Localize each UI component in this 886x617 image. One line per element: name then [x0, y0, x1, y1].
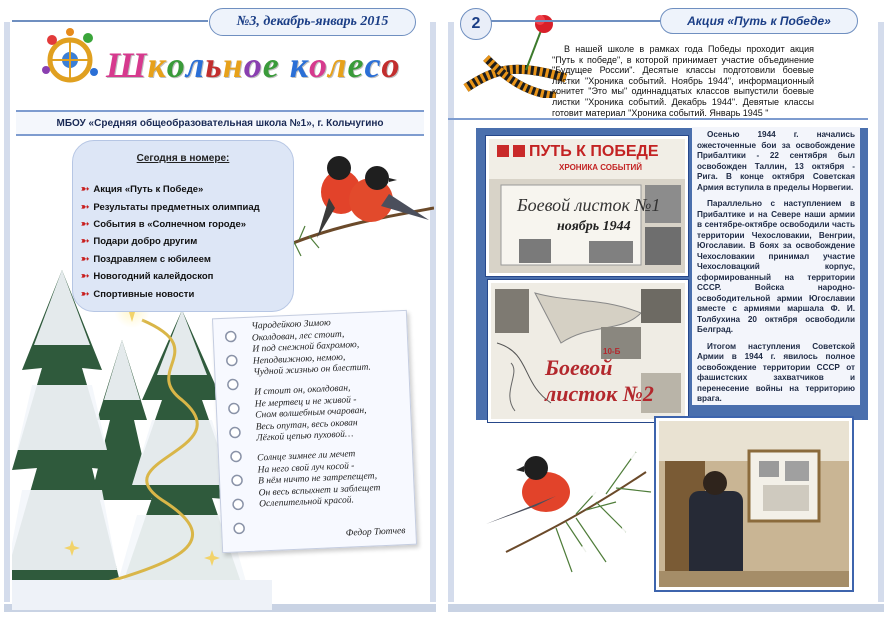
title-letter: с — [364, 45, 382, 85]
divider — [448, 118, 868, 120]
poem-author: Федор Тютчев — [345, 526, 406, 539]
intro-paragraph: В нашей школе в рамках года Победы проходит акция "Путь к победе", в которой принимает участие объединение "Будущее России". Десятые классы подготовили боевые листки "Хроника событий. Ноябрь 1944", информационный конитет "Это мы" одиннадцатых классов выпустили боевые листки "Хроника событий. Декабрь 1944". Девятые классы готовит материал "Хроника событий. Январь 1945 " — [552, 44, 814, 118]
poem-line: Неподвижною, немою, — [252, 352, 346, 367]
corridor-photo-drawing — [659, 421, 849, 587]
article-paragraph: Параллельно с наступлением в Прибалтике и на Севере наши армии в сентябре-октябре освободили часть территории Чехословакии, Венгрии, Югославии. В боях за освобождение Чехословакии принимал участие Чехословацкий корпус, сформированный на территории СССР. Войска народно-освободительной армии Югославии вместе с армиями маршала Ф. И. Толбухина 20 октября освободили Белград. — [697, 199, 855, 334]
left-page — [4, 0, 436, 612]
poem-line: На него свой луч косой - — [257, 460, 355, 476]
poem-line: Чудной жизнью он блестит. — [253, 362, 372, 378]
title-letter: о — [308, 45, 328, 85]
newspaper-title — [106, 44, 406, 90]
poem-line: Солнце зимнее ли мечет — [256, 449, 356, 464]
board-subheader: ХРОНИКА СОБЫТИЙ — [559, 163, 642, 172]
toc-item[interactable]: ➳ Результаты предметных олимпиад — [81, 201, 260, 213]
map-class-label: 10-Б — [603, 347, 621, 356]
toc-item[interactable]: ➳ Акция «Путь к Победе» — [81, 184, 204, 196]
poem-line: Не мертвец и не живой - — [254, 394, 357, 410]
section-title-box — [660, 8, 858, 34]
issue-line — [12, 20, 208, 22]
arrow-icon: ➳ — [81, 184, 90, 196]
title-letter: о — [243, 45, 263, 85]
left-page-border-right — [430, 22, 436, 602]
title-letter — [280, 44, 290, 86]
article-text-column — [692, 127, 860, 405]
toc-item[interactable]: ➳ Новогодний калейдоскоп — [81, 271, 214, 283]
toc-item[interactable]: ➳ Подари добро другим — [81, 236, 198, 248]
arrow-icon: ➳ — [81, 271, 90, 283]
photo-board-2[interactable] — [488, 280, 688, 422]
title-letter: о — [381, 45, 401, 85]
toc-item[interactable]: ➳ События в «Солнечном городе» — [81, 218, 247, 230]
toc-heading: Сегодня в номере: — [136, 153, 230, 164]
right-page — [448, 0, 884, 612]
arrow-icon: ➳ — [81, 218, 90, 230]
poem-line: И стоит он, околдован, — [254, 383, 351, 398]
poem-line: Околдован, лес стоит, — [251, 329, 345, 344]
article-paragraph: Осенью 1944 г. начались ожесточенные бои за освобождение Прибалтики - 22 сентября был освобожден Таллин, 13 октября - Рига. В конце октября Советская Армия вступила в пределы Норвегии. — [697, 130, 855, 192]
poem-line: Чародейкою Зимою — [251, 318, 331, 332]
title-letter: е — [347, 45, 365, 85]
board-header: ПУТЬ К ПОБЕДЕ — [529, 143, 659, 160]
school-name-bar — [16, 110, 424, 136]
poem-line: Сном волшебным очарован, — [255, 405, 367, 421]
issue-label: №3, декабрь-январь 2015 — [236, 14, 389, 29]
title-letter: к — [289, 45, 309, 85]
poem-line: Лёгкой цепью пуховой… — [256, 429, 354, 444]
photo-board-1[interactable] — [486, 136, 688, 276]
table-of-contents — [72, 140, 294, 312]
right-page-bottom-border — [448, 604, 884, 612]
right-page-border — [448, 22, 454, 602]
poem-line: Ослепительной красой. — [258, 495, 355, 510]
map-sheet-title: Боевой листок №2 — [545, 355, 654, 406]
photo-corridor[interactable] — [656, 418, 852, 590]
issue-label-box — [209, 8, 416, 36]
title-letter: Ш — [106, 45, 148, 85]
arrow-icon: ➳ — [81, 253, 90, 265]
title-letter: о — [166, 45, 186, 85]
school-name: МБОУ «Средняя общеобразовательная школа №1», г. Кольчугино — [56, 117, 384, 129]
title-line — [490, 20, 660, 22]
article-paragraph: Итогом наступления Советской Армии в 1944 г. явилось полное освобождение территории СССР от фашистских захватчиков и перенесение войны на территорию врага. — [697, 341, 855, 403]
arrow-icon: ➳ — [81, 201, 90, 213]
board-sheet-date: ноябрь 1944 — [557, 219, 631, 234]
title-letter: н — [222, 45, 244, 85]
title-letter: е — [262, 45, 280, 85]
poem-line: И под снежной бахромою, — [252, 340, 360, 355]
title-letter: к — [147, 45, 167, 85]
title-letter: л — [327, 45, 348, 85]
arrow-icon: ➳ — [81, 236, 90, 248]
title-letter: ь — [205, 45, 223, 85]
poem-card — [212, 310, 417, 553]
school-wheel-logo — [38, 26, 102, 90]
bullfinch-branch-illustration — [476, 432, 656, 582]
section-title: Акция «Путь к Победе» — [687, 14, 831, 28]
right-page-border-right — [878, 22, 884, 602]
poem-line: Весь опутан, весь окован — [255, 417, 358, 433]
toc-item[interactable]: ➳ Поздравляем с юбилеем — [81, 253, 211, 265]
title-letter: л — [185, 45, 206, 85]
arrow-icon: ➳ — [81, 288, 90, 300]
poem-text — [251, 315, 411, 511]
board-sheet-title: Боевой листок №1 — [517, 195, 661, 215]
left-page-border — [4, 22, 10, 602]
poem-line: В нём ничто не затрепещет, — [257, 471, 378, 487]
poem-line: Он весь вспыхнет и заблещет — [258, 482, 381, 499]
toc-item[interactable]: ➳ Спортивные новости — [81, 288, 195, 300]
toc-list — [81, 181, 291, 303]
notebook-rings-icon — [221, 326, 249, 547]
page-number: 2 — [460, 8, 492, 40]
